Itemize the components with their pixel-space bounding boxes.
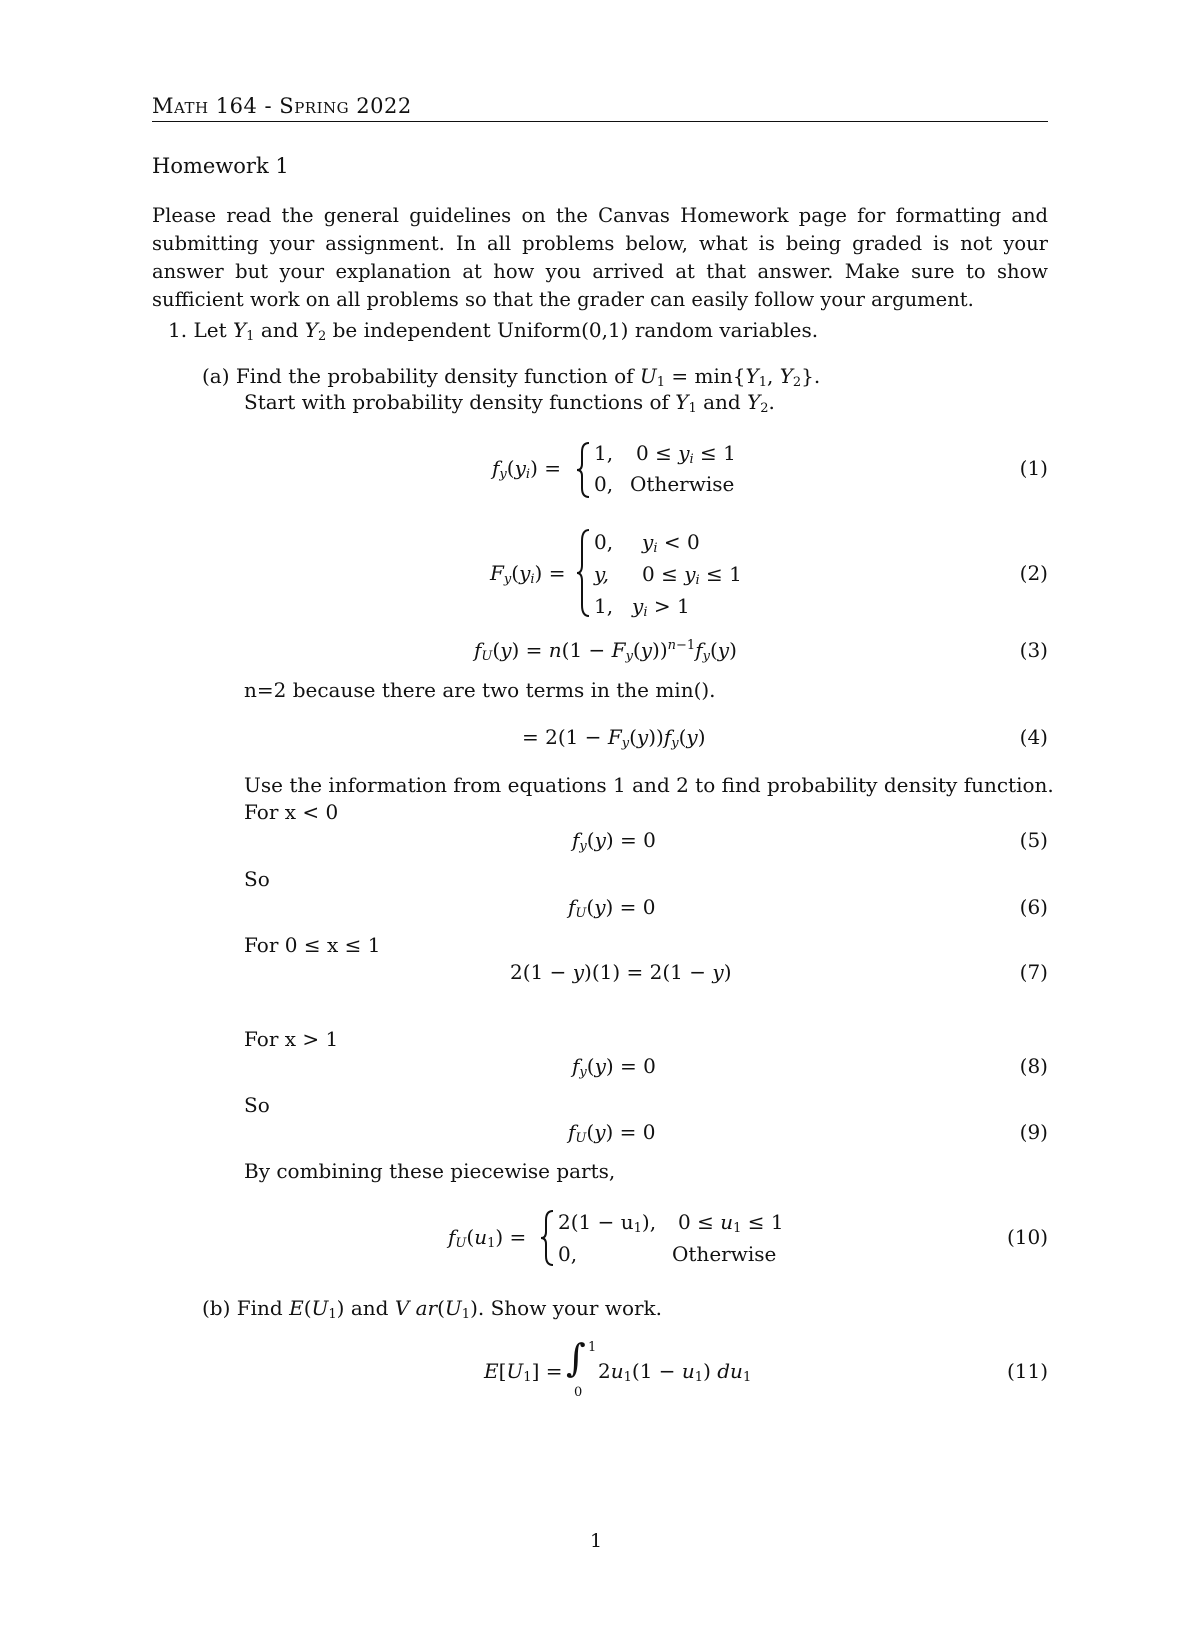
use-info-text: Use the information from equations 1 and 2 to find probability density function. xyxy=(244,773,1054,797)
part-b-statement: (b) Find $E(U_1)$ and V $ar(U_1)$. Show your work. xyxy=(202,1296,663,1322)
so-label-1: So xyxy=(244,867,270,891)
left-brace xyxy=(574,440,594,500)
combining-text: By combining these piecewise parts, xyxy=(244,1159,616,1183)
problem-1-statement: 1. Let $Y_1$ and $Y_2$ be independent Uniform(0,1) random variables. xyxy=(168,318,819,344)
case-0-x-1: For 0 ≤ x ≤ 1 xyxy=(244,933,381,957)
header-rule xyxy=(152,121,1048,122)
page-number: 1 xyxy=(590,1530,603,1552)
case-x-lt-0: For x < 0 xyxy=(244,800,339,824)
homework-title: Homework 1 xyxy=(152,154,289,178)
case-x-gt-1: For x > 1 xyxy=(244,1027,339,1051)
part-a-line-1: (a) Find the probability density function of $U_1 = \min\{Y_1$, $Y_2$}. xyxy=(202,364,821,390)
so-label-2: So xyxy=(244,1093,270,1117)
integral-sign: ∫ xyxy=(566,1336,586,1380)
course-header: Math 164 - Spring 2022 xyxy=(152,94,412,118)
part-a-line-2: Start with probability density functions of $Y_1$ and $Y_2$. xyxy=(244,390,775,416)
left-brace xyxy=(538,1208,558,1268)
left-brace xyxy=(574,527,594,619)
intro-paragraph: Please read the general guidelines on the Canvas Homework page for formatting and submitting your assignment. In all problems below, what is being graded is not your answer but your explanation at how you arrived at that answer. Make sure to show sufficient work on all problems so that the grader can easily follow your argument. xyxy=(152,204,1048,311)
n-note: n=2 because there are two terms in the min(). xyxy=(244,678,716,702)
